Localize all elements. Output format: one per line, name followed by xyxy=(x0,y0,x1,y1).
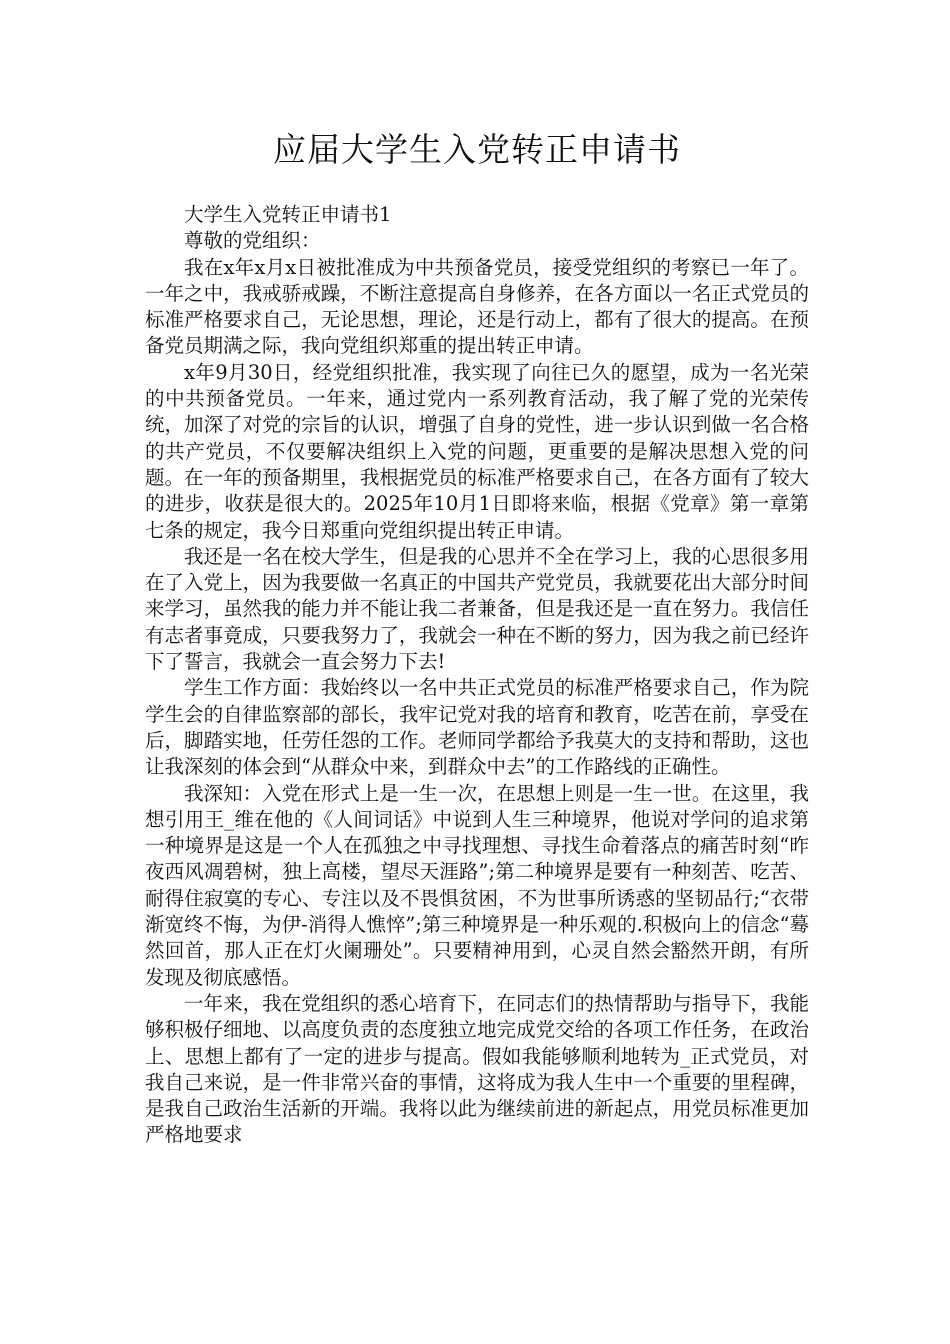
salutation: 尊敬的党组织： xyxy=(184,229,321,253)
document-subtitle: 大学生入党转正申请书1 xyxy=(184,203,392,226)
paragraph-2: x年9月30日，经党组织批准，我实现了向往已久的愿望，成为一名光荣的中共预备党员。一年来，通过党内一系列教育活动，我了解了党的光荣传统，加深了对党的宗旨的认识，增强了自身的党性，进一步认识到做一名合格的共产党员，不仅要解决组织上入党的问题，更重要的是解决思想入党的问题。在一年的预备期里，我根据党员的标准严格要求自己，在各方面有了较大的进步，收获是很大的。2025年10月1日即将来临，根据《党章》第一章第七条的规定，我今日郑重向党组织提出转正申请。 xyxy=(145,360,809,542)
document-body xyxy=(145,202,809,1149)
paragraph-5: 我深知：入党在形式上是一生一次，在思想上则是一生一世。在这里，我想引用王_维在他的《人间词话》中说到人生三种境界，他说对学问的追求第一种境界是这是一个人在孤独之中寻找理想、寻找生命着落点的痛苦时刻“昨夜西风凋碧树，独上高楼，望尽天涯路”;第二种境界是要有一种刻苦、吃苦、耐得住寂寞的专心、专注以及不畏惧贫困，不为世事所诱惑的坚韧品行;“衣带渐宽终不悔，为伊-消得人憔悴”;第三种境界是一种乐观的.积极向上的信念“蓦然回首，那人正在灯火阑珊处”。只要精神用到，心灵自然会豁然开朗，有所发现及彻底感悟。 xyxy=(145,781,809,989)
paragraph-6: 一年来，我在党组织的悉心培育下，在同志们的热情帮助与指导下，我能够积极仔细地、以高度负责的态度独立地完成党交给的各项工作任务，在政治上、思想上都有了一定的进步与提高。假如我能够顺利地转为_正式党员，对我自己来说，是一件非常兴奋的事情，这将成为我人生中一个重要的里程碑，是我自己政治生活新的开端。我将以此为继续前进的新起点，用党员标准更加严格地要求 xyxy=(145,991,809,1147)
paragraph-1: 我在x年x月x日被批准成为中共预备党员，接受党组织的考察已一年了。一年之中，我戒骄戒躁，不断注意提高自身修养，在各方面以一名正式党员的标准严格要求自己，无论思想，理论，还是行动上，都有了很大的提高。在预备党员期满之际，我向党组织郑重的提出转正申请。 xyxy=(145,255,809,358)
document-title: 应届大学生入党转正申请书 xyxy=(273,130,681,169)
paragraph-3: 我还是一名在校大学生，但是我的心思并不全在学习上，我的心思很多用在了入党上，因为我要做一名真正的中国共产党党员，我就要花出大部分时间来学习，虽然我的能力并不能让我二者兼备，但是我还是一直在努力。我信任有志者事竟成，只要我努力了，我就会一种在不断的努力，因为我之前已经许下了誓言，我就会一直会努力下去! xyxy=(145,544,809,674)
paragraph-4: 学生工作方面：我始终以一名中共正式党员的标准严格要求自己，作为院学生会的自律监察部的部长，我牢记党对我的培育和教育，吃苦在前，享受在后，脚踏实地，任劳任怨的工作。老师同学都给予我莫大的支持和帮助，这也让我深刻的体会到“从群众中来，到群众中去”的工作路线的正确性。 xyxy=(145,676,809,779)
document-page xyxy=(145,124,809,1149)
